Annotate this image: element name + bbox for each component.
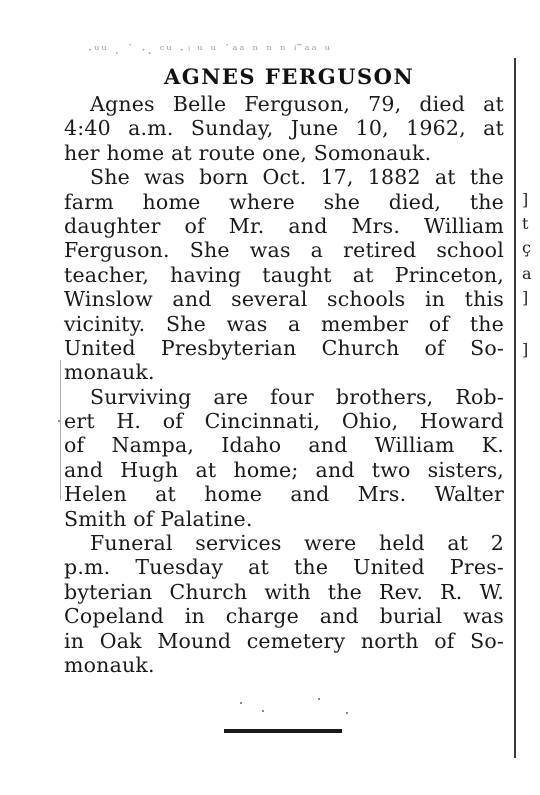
obituary-headline: AGNES FERGUSON (164, 64, 415, 89)
obituary-body (64, 92, 504, 677)
text-line: United Presbyterian Church of So- (64, 335, 504, 360)
text-line: Winslow and several schools in this (64, 287, 504, 312)
text-line: monauk. (64, 652, 155, 677)
adjacent-column-fragment: t (522, 214, 529, 233)
text-line: in Oak Mound cemetery north of So- (64, 628, 504, 653)
end-rule (224, 729, 342, 733)
text-line: Helen at home and Mrs. Walter (64, 482, 504, 507)
text-line: p.m. Tuesday at the United Pres- (64, 555, 504, 580)
print-speck (240, 702, 242, 704)
text-line: Surviving are four brothers, Rob- (90, 384, 504, 409)
text-line: vicinity. She was a member of the (64, 311, 504, 336)
text-line: ert H. of Cincinnati, Ohio, Howard (64, 409, 504, 434)
text-line: 4:40 a.m. Sunday, June 10, 1962, at (64, 116, 504, 141)
adjacent-column-fragment: ] (522, 340, 529, 359)
print-speck (58, 420, 60, 422)
text-line: She was born Oct. 17, 1882 at the (90, 165, 504, 190)
margin-rule (60, 360, 61, 500)
text-line: teacher, having taught at Princeton, (64, 262, 504, 287)
text-line: monauk. (64, 360, 155, 385)
text-line: byterian Church with the Rev. R. W. (64, 579, 504, 604)
text-line: Agnes Belle Ferguson, 79, died at (90, 92, 504, 116)
print-speck (318, 698, 320, 700)
text-line: and Hugh at home; and two sisters, (64, 457, 504, 482)
text-line: Ferguson. She was a retired school (64, 238, 504, 263)
print-speck (262, 710, 264, 712)
column-rule (514, 58, 516, 758)
text-line: Copeland in charge and burial was (64, 604, 504, 629)
text-line: daughter of Mr. and Mrs. William (64, 213, 504, 238)
text-line: Smith of Palatine. (64, 506, 253, 531)
text-line: of Nampa, Idaho and William K. (64, 433, 504, 458)
adjacent-column-fragment: a (522, 264, 532, 283)
print-speck (346, 712, 348, 714)
text-line: her home at route one, Somonauk. (64, 140, 432, 165)
bleed-through-text: ·ᵘᵘ . ˙ ·. ᶜᵘ · ͥ ᵘ ᵘ ˙ᵃᵃ ⁿ ⁿ ⁿ ⁱ ̃ᵃᵃ ᵘ (88, 43, 332, 54)
adjacent-column-fragment: ç (522, 238, 531, 257)
adjacent-column-fragment: ] (522, 190, 529, 209)
text-line: farm home where she died, the (64, 189, 504, 214)
adjacent-column-fragment: ] (522, 288, 529, 307)
text-line: Funeral services were held at 2 (90, 531, 504, 556)
